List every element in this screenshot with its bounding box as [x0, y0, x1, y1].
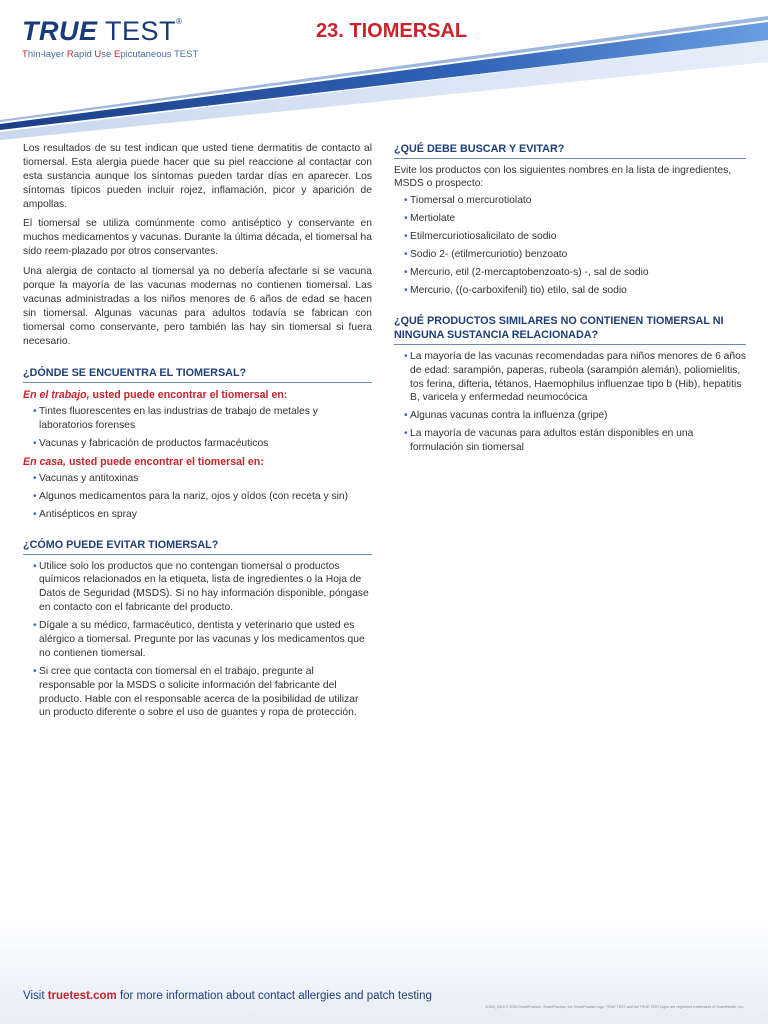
list-item: • La mayoría de las vacunas recomendadas para niños menores de 6 años de edad: sarampión, paperas, rubeola (sarampión alemán), poliomielitis, tos ferina, difteria, tétanos, Haemophilus influenzae tipo b (Hib), hepatitis B, varicela y enfermedad neumocócica: [394, 350, 746, 406]
legal-notice: 01004_0315 © 2015 SmartPractice. SmartPractice, the SmartPractice logo, TRUE TEST and the TRUE TEST logos are registered trademarks of SmartHealth, Inc.: [484, 1005, 744, 1009]
how-to-avoid-heading: ¿CÓMO PUEDE EVITAR TIOMERSAL?: [23, 538, 372, 555]
list-item: • Utilice solo los productos que no contengan tiomersal o productos químicos relacionados en la etiqueta, lista de ingredientes o la Hoja de Datos de Seguridad (MSDS). Si no hay información disponible, póngase en contacto con el fabricante del producto.: [23, 560, 372, 616]
list-item: • Sodio 2- (etilmercuriotio) benzoato: [394, 248, 746, 262]
similar-products-heading: ¿QUÉ PRODUCTOS SIMILARES NO CONTIENEN TIOMERSAL NI NINGUNA SUSTANCIA RELACIONADA?: [394, 314, 746, 345]
list-item: • Tiomersal o mercurotiolato: [394, 194, 746, 208]
left-column: [23, 142, 372, 724]
visit-website-line: Visit truetest.com for more information about contact allergies and patch testing: [23, 990, 432, 1002]
list-item: • Vacunas y antitoxinas: [23, 472, 372, 486]
list-item: • Antisépticos en spray: [23, 508, 372, 522]
look-for-intro: Evite los productos con los siguientes nombres en la lista de ingredientes, MSDS o prospecto:: [394, 164, 732, 190]
website-link[interactable]: truetest.com: [47, 990, 117, 1002]
list-item: • Dígale a su médico, farmacéutico, dentista y veterinario que usted es alérgico a tiomersal. Pregunte por las vacunas y los medicamentos que no contienen tiomersal.: [23, 619, 372, 661]
where-found-heading: ¿DÓNDE SE ENCUENTRA EL TIOMERSAL?: [23, 366, 372, 383]
list-item: • Vacunas y fabricación de productos farmacéuticos: [23, 437, 372, 451]
home-list: [23, 472, 372, 522]
intro-paragraph: El tiomersal se utiliza comúnmente como antiséptico y conservante en muchos medicamentos y vacunas. Durante la última década, el tiomersal ha sido reem-plazado por otros conservantes.: [23, 218, 372, 258]
list-item: • La mayoría de vacunas para adultos están disponibles en una formulación sin tiomersal: [394, 427, 746, 455]
registered-mark: ®: [176, 17, 183, 26]
list-item: • Si cree que contacta con tiomersal en el trabajo, pregunte al responsable por la MSDS o solicite información del fabricante del producto. Hable con el responsable acerca de la posibilidad de utilizar un producto diferente o sobre el uso de guantes y ropa de protección.: [23, 665, 372, 721]
list-item: • Mercurio, etil (2-mercaptobenzoato-s) -, sal de sodio: [394, 266, 746, 280]
work-subheading: En el trabajo, usted puede encontrar el tiomersal en:: [23, 389, 288, 402]
page-title: 23. TIOMERSAL: [316, 20, 468, 42]
work-list: [23, 405, 372, 451]
true-test-logo: [22, 18, 198, 60]
list-item: • Mercurio, ((o-carboxifenil) tio) etilo, sal de sodio: [394, 284, 746, 298]
home-subheading: En casa, usted puede encontrar el tiomersal en:: [23, 456, 264, 468]
right-column: [394, 142, 746, 459]
list-item: • Algunos medicamentos para la nariz, ojos y oídos (con receta y sin): [23, 490, 372, 504]
logo-tagline: Thin-layer Rapid Use Epicutaneous TEST: [22, 49, 199, 60]
logo-true: TRUE: [22, 16, 98, 46]
list-item: • Algunas vacunas contra la influenza (gripe): [394, 409, 746, 423]
look-for-heading: ¿QUÉ DEBE BUSCAR Y EVITAR?: [394, 142, 746, 159]
logo-wordmark: [22, 18, 198, 45]
intro-paragraph: Los resultados de su test indican que usted tiene dermatitis de contacto al tiomersal. Esta alergia puede hacer que su piel reaccione al contactar con esta sustancia aunque los síntomas pueden tardar días en aparecer. Los síntomas típicos pueden incluir rojez, inflamación, picor y aparición de ampollas.: [23, 143, 372, 210]
look-for-list: [394, 194, 746, 297]
similar-products-list: [394, 350, 746, 455]
intro-paragraph: Una alergia de contacto al tiomersal ya no debería afectarle si se vacuna porque la mayoría de las vacunas modernas no contienen tiomersal. Las vacunas administradas a los niños menores de 6 años de edad se hacen sin tiomersal. Algunas vacunas para adultos todavía se fabrican con tiomersal como conservante, pero también las hay sin tiomersal si fuera necesario.: [23, 266, 372, 347]
list-item: • Etilmercuriotiosalicilato de sodio: [394, 230, 746, 244]
avoid-list: [23, 560, 372, 721]
list-item: • Tintes fluorescentes en las industrias de trabajo de metales y laboratorios forenses: [23, 405, 372, 433]
list-item: • Mertiolate: [394, 212, 746, 226]
logo-test: TEST: [105, 16, 177, 46]
